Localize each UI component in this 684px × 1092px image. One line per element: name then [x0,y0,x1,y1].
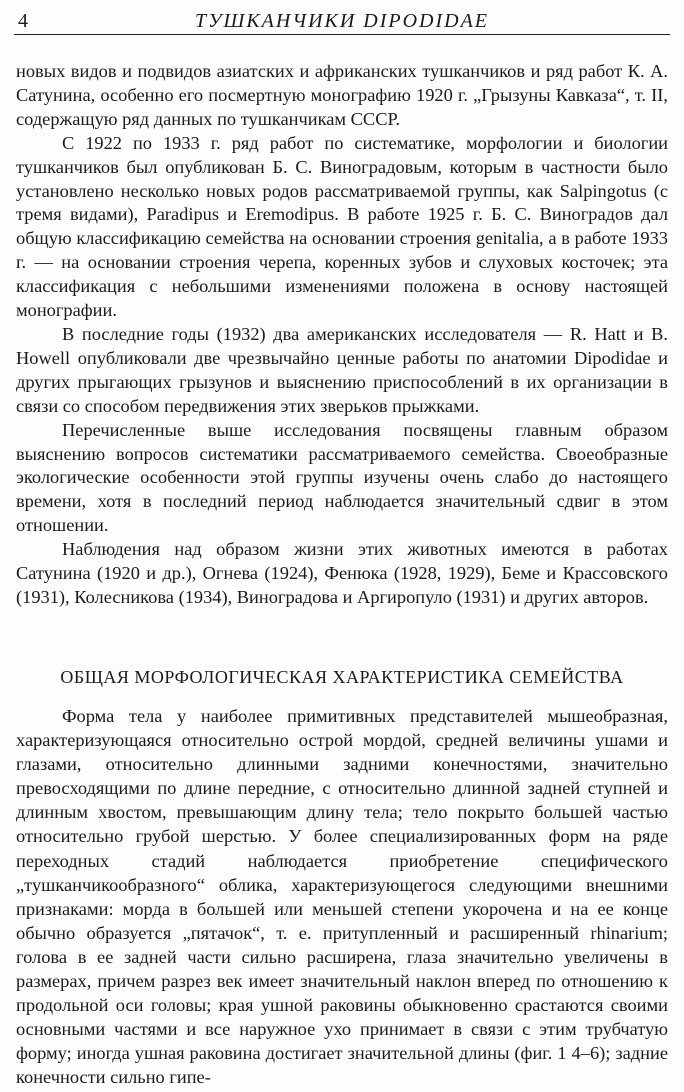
paragraph-3: В последние годы (1932) два американских исследователя — R. Hatt и B. Howell опубликовали две чрезвычайно ценные работы по анатомии Dipodidae и других прыгающих грызунов и выяснению приспособлений в их организации в связи со способом передвижения этих зверьков прыжками. [16,323,668,416]
section-paragraph: Форма тела у наиболее примитивных представителей мышеобразная, характеризующаяся относительно острой мордой, средней величины ушами и глазами, относительно длинными задними конечностями, значительно превосходящими по длине передние, с относительно длинной задней ступней и длинным хвостом, превышающим длину тела; тело покрыто большей частью относительно грубой шерстью. У более специализированных форм на ряде переходных стадий наблюдается приобретение специфического „тушканчикообразного“ облика, характеризующегося следующими внешними признаками: морда в большей или меньшей степени укорочена и на ее конце обычно образуется „пятачок“, т. е. притупленный и расширенный rhinarium; голова в ее задней части сильно расширена, глаза значительно увеличены в размерах, причем разрез век имеет значительный наклон вперед по отношению к продольной оси головы; края ушной раковины обыкновенно срастаются своими основными частями и все наружное ухо принимает в связи с этим трубчатую форму; иногда ушная раковина достигает значительной длины (фиг. 1 4–6); задние конечности сильно гипе- [16,706,668,1088]
body-text [16,60,668,610]
page-header [14,8,670,35]
running-head: ТУШКАНЧИКИ DIPODIDAE [194,10,490,32]
paragraph-4: Перечисленные выше исследования посвящены главным образом выяснению вопросов систематики рассматриваемого семейства. Своеобразные экологические особенности этой группы изучены очень слабо до настоящего времени, хотя в последний период наблюдается значительный сдвиг в этом отношении. [16,419,668,536]
paragraph-2: С 1922 по 1933 г. ряд работ по систематике, морфологии и биологии тушканчиков был опубликован Б. С. Виноградовым, которым в частности было установлено несколько новых родов рассматриваемой группы, как Salpingotus (с тремя видами), Paradipus и Eremodipus. В работе 1925 г. Б. С. Виноградов дал общую классификацию семейства на основании строения genitalia, а в работе 1933 г. — на основании строения черепа, коренных зубов и слуховых косточек; эта классификация с небольшими изменениями положена в основу настоящей монографии. [16,132,668,321]
paragraph-5: Наблюдения над образом жизни этих животных имеются в работах Сатунина (1920 и др.), Огнева (1924), Фенюка (1928, 1929), Беме и Крассовского (1931), Колесникова (1934), Виноградова и Аргиропуло (1931) и других авторов. [16,539,668,607]
page-number: 4 [18,10,28,32]
paragraph-1: новых видов и подвидов азиатских и африканских тушканчиков и ряд работ К. А. Сатунина, особенно его посмертную монографию 1920 г. „Грызуны Кавказа“, т. II, содержащую ряд данных по тушканчикам СССР. [16,61,668,129]
section-title: ОБЩАЯ МОРФОЛОГИЧЕСКАЯ ХАРАКТЕРИСТИКА СЕМЕЙСТВА [60,667,624,687]
section-body [16,704,668,1090]
